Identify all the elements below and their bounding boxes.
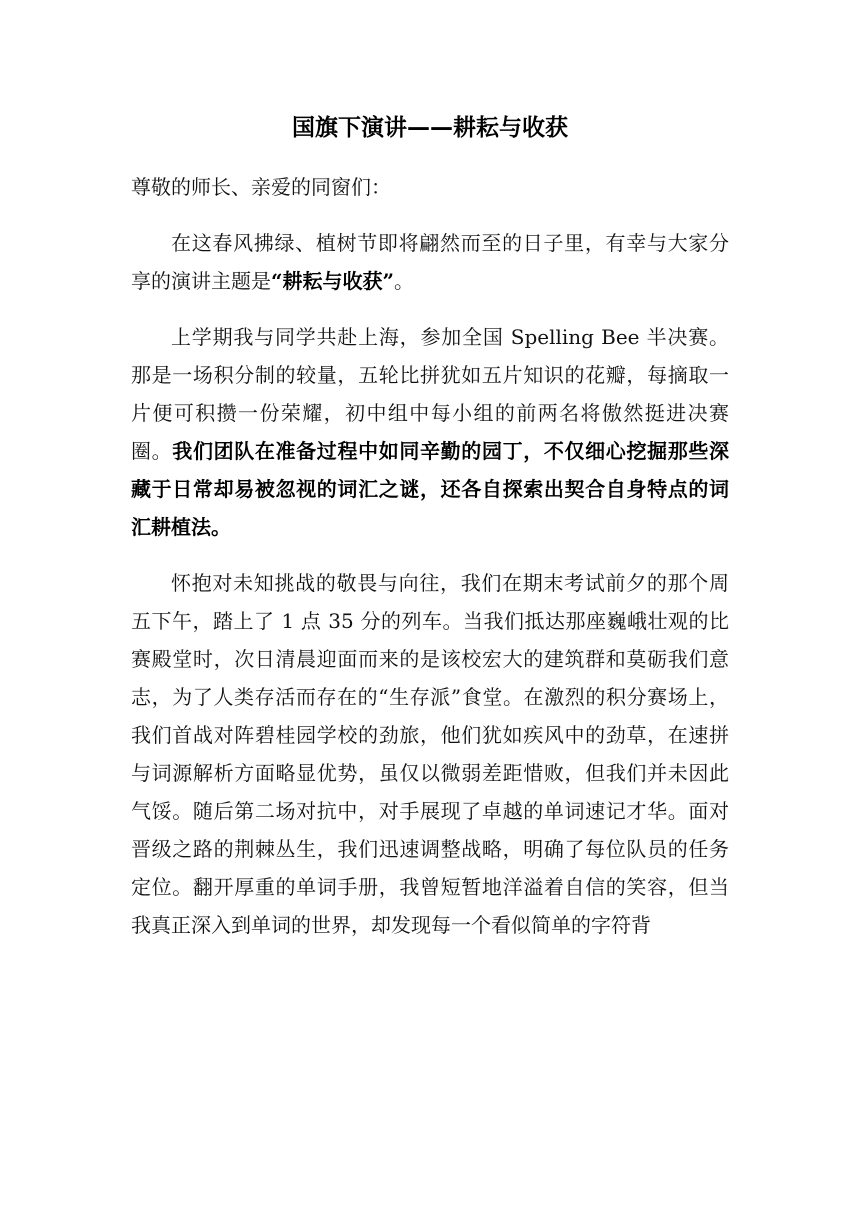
paragraph-3 (131, 564, 729, 944)
document-body (131, 168, 729, 962)
paragraph-2-text: 上学期我与同学共赴上海，参加全国 Spelling Bee 半决赛。那是一场积分制的较量，五轮比拼犹如五片知识的花瓣，每摘取一片便可积攒一份荣耀，初中组中每小组的前两名将傲然挺进决赛圈。 (131, 325, 729, 463)
paragraph-1-text: 在这春风拂绿、植树节即将翩然而至的日子里，有幸与大家分享的演讲主题是 (131, 231, 729, 293)
document-title: 国旗下演讲——耕耘与收获 (292, 115, 568, 141)
paragraph-1 (131, 224, 729, 300)
salutation: 尊敬的师长、亲爱的同窗们： (131, 175, 391, 199)
paragraph-1-end: 。 (394, 269, 415, 293)
paragraph-2 (131, 318, 729, 546)
paragraph-3-text: 怀抱对未知挑战的敬畏与向往，我们在期末考试前夕的那个周五下午，踏上了 1 点 35 分的列车。当我们抵达那座巍峨壮观的比赛殿堂时，次日清晨迎面而来的是该校宏大的建筑群和莫砺我们意志，为了人类存活而存在的“生存派”食堂。在激烈的积分赛场上，我们首战对阵碧桂园学校的劲旅，他们犹如疾风中的劲草，在速拼与词源解析方面略显优势，虽仅以微弱差距惜败，但我们并未因此气馁。随后第二场对抗中，对手展现了卓越的单词速记才华。面对晋级之路的荆棘丛生，我们迅速调整战略，明确了每位队员的任务定位。翻开厚重的单词手册，我曾短暂地洋溢着自信的笑容，但当我真正深入到单词的世界，却发现每一个看似简单的字符背 (131, 571, 729, 937)
paragraph-1-emphasis: “耕耘与收获” (271, 269, 395, 293)
paragraph-2-emphasis: 我们团队在准备过程中如同辛勤的园丁，不仅细心挖掘那些深藏于日常却易被忽视的词汇之谜，还各自探索出契合自身特点的词汇耕植法。 (131, 439, 730, 539)
